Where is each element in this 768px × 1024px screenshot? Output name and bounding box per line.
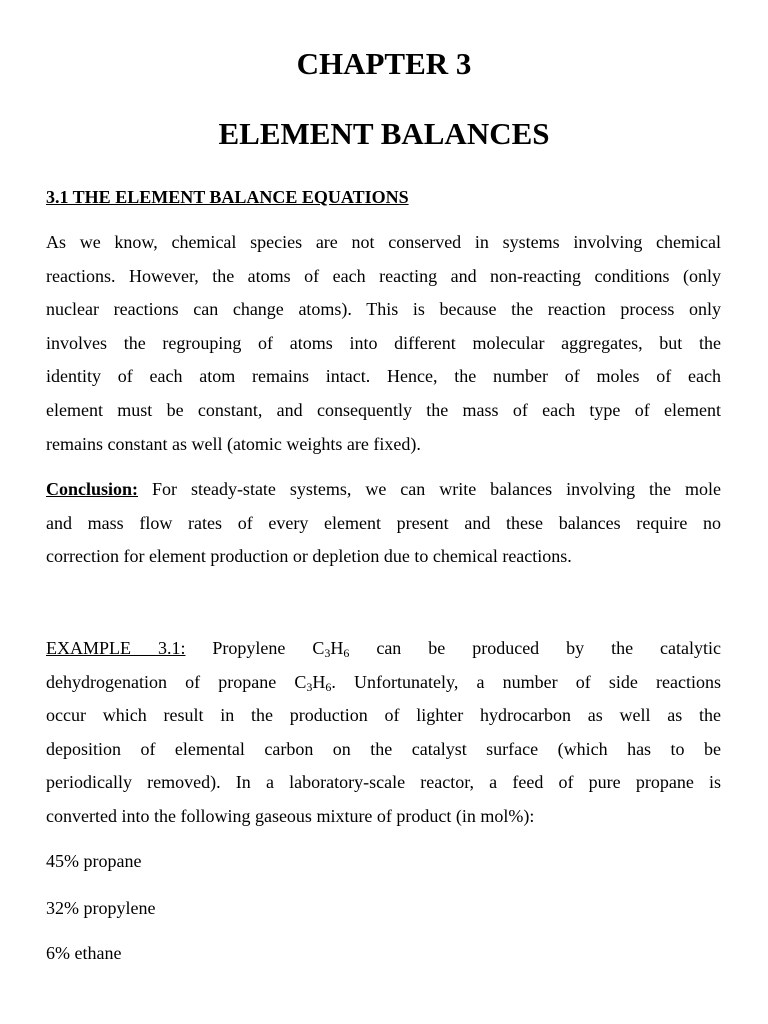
paragraph-line: deposition of elemental carbon on the catalyst surface (which has to be — [46, 738, 721, 759]
paragraph-line: As we know, chemical species are not conserved in systems involving chemical — [46, 232, 721, 252]
paragraph-line: occur which result in the production of lighter hydrocarbon as well as the — [46, 705, 721, 726]
paragraph-line: dehydrogenation of propane $C_3H_6$. Unfortunately, a number of side reactions — [46, 671, 722, 694]
intro-paragraph — [46, 226, 721, 461]
paragraph-line: converted into the following gaseous mixture of product (in mol%): — [46, 805, 535, 826]
conclusion-paragraph — [46, 473, 721, 574]
paragraph-line: and mass flow rates of every element present and these balances require no — [46, 512, 721, 533]
paragraph-line: EXAMPLE 3.1: Propylene $C_3H_6$ can be produced by the catalytic — [46, 638, 721, 660]
product-item: 6% ethane — [46, 943, 122, 963]
section-heading: 3.1 THE ELEMENT BALANCE EQUATIONS — [46, 187, 409, 207]
paragraph-line: reactions. However, the atoms of each reacting and non-reacting conditions (only — [46, 265, 721, 286]
paragraph-line: periodically removed). In a laboratory-scale reactor, a feed of pure propane is — [46, 772, 721, 793]
conclusion-text: For steady-state systems, we can write balances involving the mole — [138, 479, 721, 499]
example-label: EXAMPLE 3.1: — [46, 638, 186, 658]
chapter-subtitle: ELEMENT BALANCES — [218, 116, 550, 151]
paragraph-line: remains constant as well (atomic weights are fixed). — [46, 433, 421, 454]
product-item: 45% propane — [46, 851, 142, 871]
paragraph-line: identity of each atom remains intact. Hence, the number of moles of each — [46, 366, 721, 387]
paragraph-line: involves the regrouping of atoms into different molecular aggregates, but the — [46, 332, 721, 353]
chapter-title: CHAPTER 3 — [296, 46, 472, 81]
paragraph-line — [46, 473, 721, 507]
example-paragraph — [46, 632, 721, 834]
paragraph-line: element must be constant, and consequently the mass of each type of element — [46, 399, 721, 420]
paragraph-line: correction for element production or depletion due to chemical reactions. — [46, 546, 572, 567]
conclusion-label: Conclusion: — [46, 479, 139, 499]
product-item: 32% propylene — [46, 898, 156, 918]
paragraph-line: nuclear reactions can change atoms). This is because the reaction process only — [46, 299, 721, 320]
